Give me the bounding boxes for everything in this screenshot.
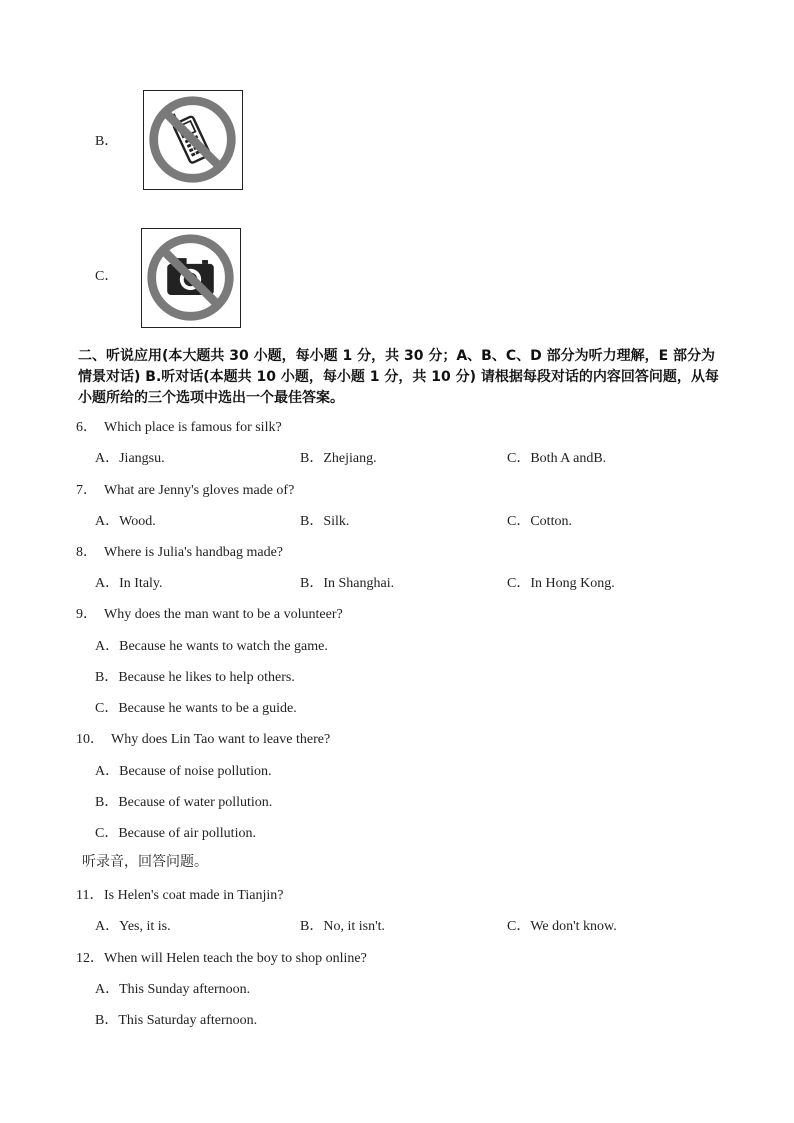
section-heading: 二、听说应用(本大题共 30 小题，每小题 1 分，共 30 分；A、B、C、D 部分为听力理解，E 部分为情景对话) B.听对话(本题共 10 小题，每小题 1 分，共 10 分) 请根据每段对话的内容回答问题，从每小题所给的三个选项中选出一个最佳答案。 [78, 348, 719, 406]
question-text: What are Jenny's gloves made of? [104, 483, 295, 498]
q11-option-b[interactable]: B．No, it isn't. [300, 919, 385, 934]
question-number: 9． [76, 607, 97, 622]
question-number: 6． [76, 420, 97, 435]
q12-option-a[interactable]: A．This Sunday afternoon. [95, 982, 251, 997]
listening-instruction: 听录音，回答问题。 [82, 854, 208, 870]
q11-option-c[interactable]: C．We don't know. [507, 919, 617, 934]
q8-option-b[interactable]: B．In Shanghai. [300, 576, 395, 591]
question-text: Where is Julia's handbag made? [104, 545, 284, 560]
question-12 [76, 947, 367, 967]
question-text: Why does Lin Tao want to leave there? [111, 732, 331, 747]
question-text: When will Helen teach the boy to shop online? [104, 951, 367, 966]
q6-option-a[interactable]: A．Jiangsu. [95, 451, 165, 466]
question-10 [76, 728, 330, 748]
q7-option-c[interactable]: C．Cotton. [507, 514, 572, 529]
q8-option-a[interactable]: A．In Italy. [95, 576, 163, 591]
q9-option-a[interactable]: A．Because he wants to watch the game. [95, 639, 328, 654]
q7-option-a[interactable]: A．Wood. [95, 514, 156, 529]
option-c-label: C． [95, 269, 119, 284]
q6-option-b[interactable]: B．Zhejiang. [300, 451, 377, 466]
q9-option-c[interactable]: C．Because he wants to be a guide. [95, 701, 297, 716]
q8-option-c[interactable]: C．In Hong Kong. [507, 576, 615, 591]
no-mobile-phone-image [143, 90, 243, 190]
question-7 [76, 479, 294, 499]
question-number: 12． [76, 951, 104, 966]
no-camera-image [141, 228, 241, 328]
question-number: 7． [76, 483, 97, 498]
no-camera-icon [142, 229, 239, 326]
question-11 [76, 884, 283, 904]
question-number: 11． [76, 888, 104, 903]
question-6 [76, 416, 282, 436]
question-8 [76, 541, 283, 561]
q10-option-a[interactable]: A．Because of noise pollution. [95, 764, 272, 779]
q10-option-b[interactable]: B．Because of water pollution. [95, 795, 273, 810]
question-9 [76, 603, 343, 623]
option-b-label: B． [95, 134, 119, 149]
question-text: Which place is famous for silk? [104, 420, 282, 435]
question-text: Is Helen's coat made in Tianjin? [104, 888, 284, 903]
q12-option-b[interactable]: B．This Saturday afternoon. [95, 1013, 258, 1028]
no-mobile-phone-icon [144, 91, 241, 188]
q9-option-b[interactable]: B．Because he likes to help others. [95, 670, 295, 685]
q7-option-b[interactable]: B．Silk. [300, 514, 350, 529]
q10-option-c[interactable]: C．Because of air pollution. [95, 826, 256, 841]
q11-option-a[interactable]: A．Yes, it is. [95, 919, 171, 934]
q6-option-c[interactable]: C．Both A andB. [507, 451, 607, 466]
question-number: 8． [76, 545, 97, 560]
question-text: Why does the man want to be a volunteer? [104, 607, 343, 622]
question-number: 10． [76, 732, 104, 747]
